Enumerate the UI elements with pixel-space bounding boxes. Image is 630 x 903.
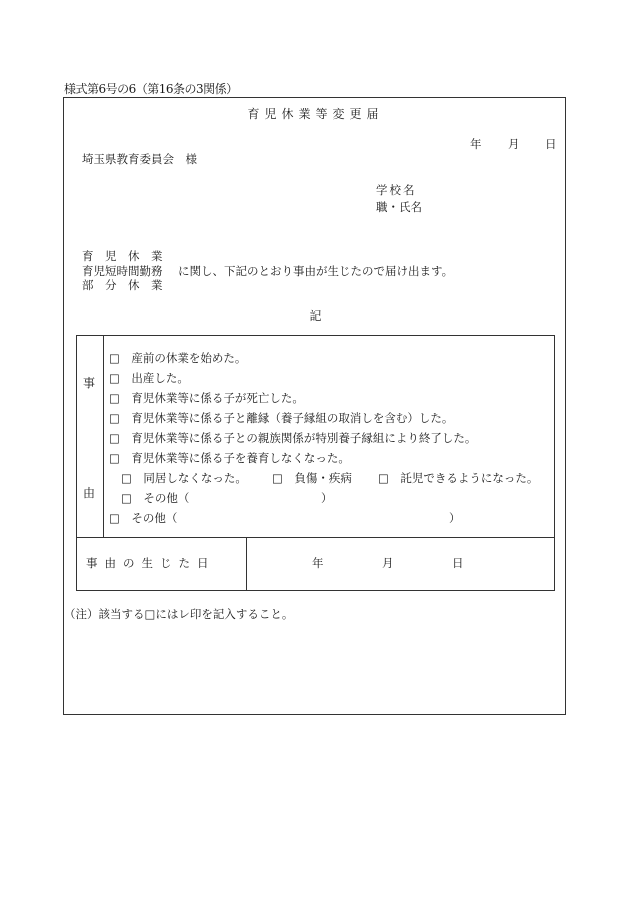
occurrence-month: 月 xyxy=(382,556,394,570)
reason-dissolution[interactable]: □ 育児休業等に係る子と離縁（養子縁組の取消しを含む）した。 xyxy=(109,411,454,425)
occurrence-year: 年 xyxy=(312,556,324,570)
occurrence-date-label: 事由の生じた日 xyxy=(86,556,216,570)
name-label: 職・氏名 xyxy=(376,200,422,214)
occurrence-day: 日 xyxy=(452,556,464,570)
date-year: 年 xyxy=(470,137,482,151)
reason-label-ji: 事 xyxy=(83,376,96,390)
school-label: 学校名 xyxy=(376,183,417,197)
reason-birth[interactable]: □ 出産した。 xyxy=(109,371,189,385)
table-divider-horizontal xyxy=(77,537,554,538)
leave-type-partial: 部 分 休 業 xyxy=(82,278,163,292)
leave-type-childcare: 育 児 休 業 xyxy=(82,249,163,263)
subreason-injury-illness[interactable]: □ 負傷・疾病 xyxy=(272,471,352,485)
reason-maternity-leave[interactable]: □ 産前の休業を始めた。 xyxy=(109,351,247,365)
submission-date xyxy=(470,136,557,152)
ki-heading: 記 xyxy=(309,309,322,323)
reason-child-death[interactable]: □ 育児休業等に係る子が死亡した。 xyxy=(109,391,304,405)
subreason-other-close: ） xyxy=(321,491,333,505)
reason-other[interactable]: □ その他（ xyxy=(109,511,178,525)
date-month: 月 xyxy=(508,137,520,151)
leave-type-short-hours: 育児短時間勤務 xyxy=(82,263,163,278)
form-title: 育児休業等変更届 xyxy=(247,107,384,121)
form-code: 様式第6号の6（第16条の3関係） xyxy=(64,82,238,96)
form-frame xyxy=(63,97,566,715)
statement: に関し、下記のとおり事由が生じたので届け出ます。 xyxy=(178,264,454,278)
reason-other-close: ） xyxy=(449,511,461,525)
occurrence-date xyxy=(312,555,464,571)
table-divider-vertical xyxy=(103,336,104,538)
subreason-not-cohabiting[interactable]: □ 同居しなくなった。 xyxy=(121,471,247,485)
reason-table xyxy=(76,335,555,591)
subreason-other[interactable]: □ その他（ xyxy=(121,491,190,505)
footer-divider-vertical xyxy=(246,538,247,590)
note: （注）該当する□にはレ印を記入すること。 xyxy=(64,607,294,621)
leave-type-list xyxy=(82,249,163,293)
subreason-childcare-available[interactable]: □ 託児できるようになった。 xyxy=(378,471,539,485)
reason-not-raising[interactable]: □ 育児休業等に係る子を養育しなくなった。 xyxy=(109,451,350,465)
addressee: 埼玉県教育委員会 様 xyxy=(82,152,197,166)
reason-special-adoption[interactable]: □ 育児休業等に係る子との親族関係が特別養子縁組により終了した。 xyxy=(109,431,477,445)
reason-label-yu: 由 xyxy=(83,486,96,500)
date-day: 日 xyxy=(545,137,557,151)
